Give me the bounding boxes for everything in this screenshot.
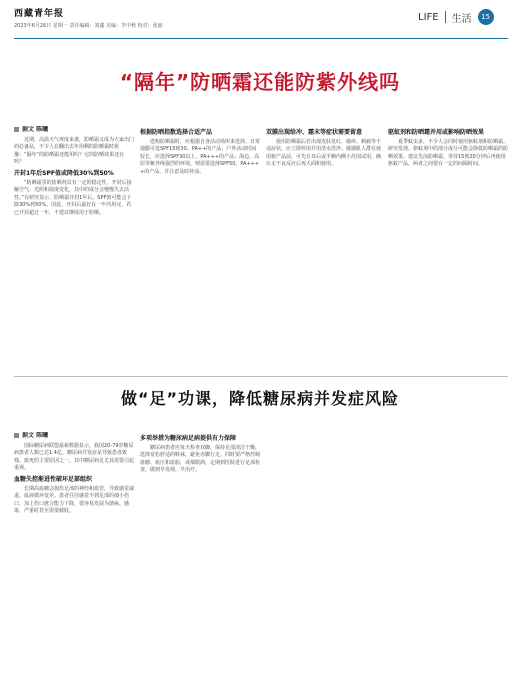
article2-body1: 长期高血糖会损伤足部的神经和血管，导致感觉减退、血液循环变差。患者往往感觉不到足部的细小伤口，加上伤口愈合能力下降，很容易发展为溃疡、感染，严重时甚至需要截肢。: [14, 485, 134, 515]
byline-square-icon: [14, 127, 19, 132]
issue-meta: 2023年6月26日 星期一 责任编辑：刘鑫 美编：李中秋 校对：张丽: [14, 23, 163, 29]
header-rule: [14, 38, 508, 39]
article2-sub1: 血糖失控渐进性破坏足部组织: [14, 475, 93, 483]
article1-body3: 夏季蚊虫多，不少人会同时使用驱蚊剂和防晒霜。研究发现，驱蚊剂中的部分成分可能会降低防晒霜的防晒效果。建议先涂防晒霜，等待15到20分钟后再使用驱蚊产品，两者之间要有一定的间隔时间。: [388, 138, 508, 168]
article2-body2: 糖尿病患者应每天检查双脚，保持足部清洁干燥，选择宽松舒适的鞋袜，避免赤脚行走。同时要严格控制血糖、血压和血脂，戒烟限酒，定期到医院进行足部检查，做到早发现、早治疗。: [140, 444, 260, 474]
section-tag: [418, 8, 508, 26]
article2-sub2: 多项举措为糖尿病足病提供有力保障: [140, 435, 237, 442]
article1-sub4: 双膜出现给冲、霜末等症状需要留意: [266, 129, 363, 136]
article1-sub2: 根据防晒指数选择合适产品: [140, 129, 213, 136]
article1-byline: 据文 陈曦: [14, 126, 134, 134]
article1-body4: 使用防晒霜后若出现皮肤发红、瘙痒、刺痛等不适症状，应立即停用并用清水洗净。敏感肌人群在使用新产品前，可先在耳后或手腕内侧小范围试用，确认无不良反应后再大面积使用。: [266, 138, 382, 168]
article2-byline: 据文 陈曦: [14, 432, 134, 440]
page-number: 15: [478, 9, 494, 25]
article1-headline: “隔年”防晒霜还能防紫外线吗: [119, 70, 401, 94]
article1-col2: [140, 126, 260, 372]
article2-col1: [14, 432, 134, 690]
section-label-cn: 生活: [451, 13, 472, 25]
article2-lead: 国际糖尿病联盟最新数据显示，我国20-79岁糖尿病患者人数已达1.4亿，糖尿病并发症是导致患者致残、致死的主要原因之一，其中糖尿病足尤其需要引起重视。: [14, 442, 134, 472]
article2-headline: 做“足”功课，降低糖尿病并发症风险: [120, 389, 400, 408]
article1-lead: 近期，高温天气再度来袭，防晒霜又成为大家出门的必备品，不少人在翻出去年用剩的防晒霜时犹豫：“隔年”的防晒霜还能用吗？它的防晒效果还在吗？: [14, 136, 134, 166]
article1-col1: [14, 126, 134, 372]
article2-col2: [140, 432, 260, 690]
article1-col4: [388, 126, 508, 372]
article1-sub1: 开封1年后SPF值或降低30%到50%: [14, 169, 114, 177]
article1-col3: [266, 126, 382, 372]
section-label-en: LIFE: [418, 11, 439, 23]
byline-square-icon: [14, 433, 19, 438]
article1-sub3: 驱蚊剂和防晒霜并用或影响防晒效果: [388, 129, 485, 136]
page-header: [0, 0, 520, 40]
article1-body1: “防晒霜里的防晒剂具有一定的稳定性，开封后接触空气、光照和温度变化，其中的成分会慢慢失去活性。”有研究显示，防晒霜开封1年后，SPF值可能会下降30%到50%。因此，开封后最好在一年内用完，若已开封超过一年，不建议继续用于防晒。: [14, 179, 132, 216]
article-divider: [14, 376, 508, 377]
article1-body2: 选购防晒霜时，应根据自身活动场所来选择。日常通勤可选SPF15到30、PA++的产品；户外活动时间较长，应选择SPF30以上、PA+++的产品；海边、高原等紫外线强烈的环境，则需要选择SPF50、PA++++的产品，并注意及时补涂。: [140, 138, 260, 175]
section-divider: [445, 11, 446, 23]
newspaper-logo: 西藏青年报: [14, 9, 65, 19]
